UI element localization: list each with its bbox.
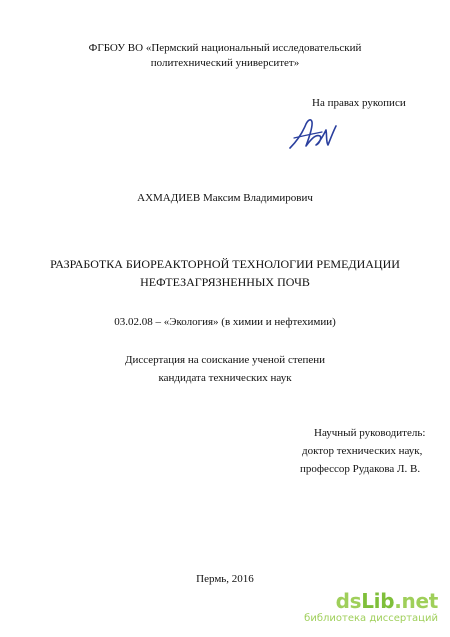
supervisor-line-2: доктор технических наук, [302, 445, 423, 457]
handwritten-signature [286, 112, 342, 156]
author-name: АХМАДИЕВ Максим Владимирович [137, 192, 313, 204]
dissertation-title-line-1: РАЗРАБОТКА БИОРЕАКТОРНОЙ ТЕХНОЛОГИИ РЕМЕДИАЦИИ [50, 257, 400, 271]
dslib-watermark [304, 589, 440, 630]
watermark-brand: dsLib.net [335, 589, 438, 613]
institution-line-1: ФГБОУ ВО «Пермский национальный исследовательский [88, 42, 362, 54]
institution-line-2: политехнический университет» [150, 57, 300, 69]
supervisor-line-1: Научный руководитель: [314, 427, 426, 439]
supervisor-line-3: профессор Рудакова Л. В. [300, 463, 421, 475]
degree-line-2: кандидата технических наук [158, 372, 292, 384]
watermark-subtitle: библиотека диссертаций [304, 613, 438, 624]
degree-line-1: Диссертация на соискание ученой степени [124, 354, 326, 366]
dissertation-title-line-2: НЕФТЕЗАГРЯЗНЕННЫХ ПОЧВ [140, 275, 310, 289]
rights-note: На правах рукописи [312, 97, 406, 109]
specialty: 03.02.08 – «Экология» (в химии и нефтехимии) [114, 316, 336, 328]
place-year: Пермь, 2016 [196, 573, 254, 585]
